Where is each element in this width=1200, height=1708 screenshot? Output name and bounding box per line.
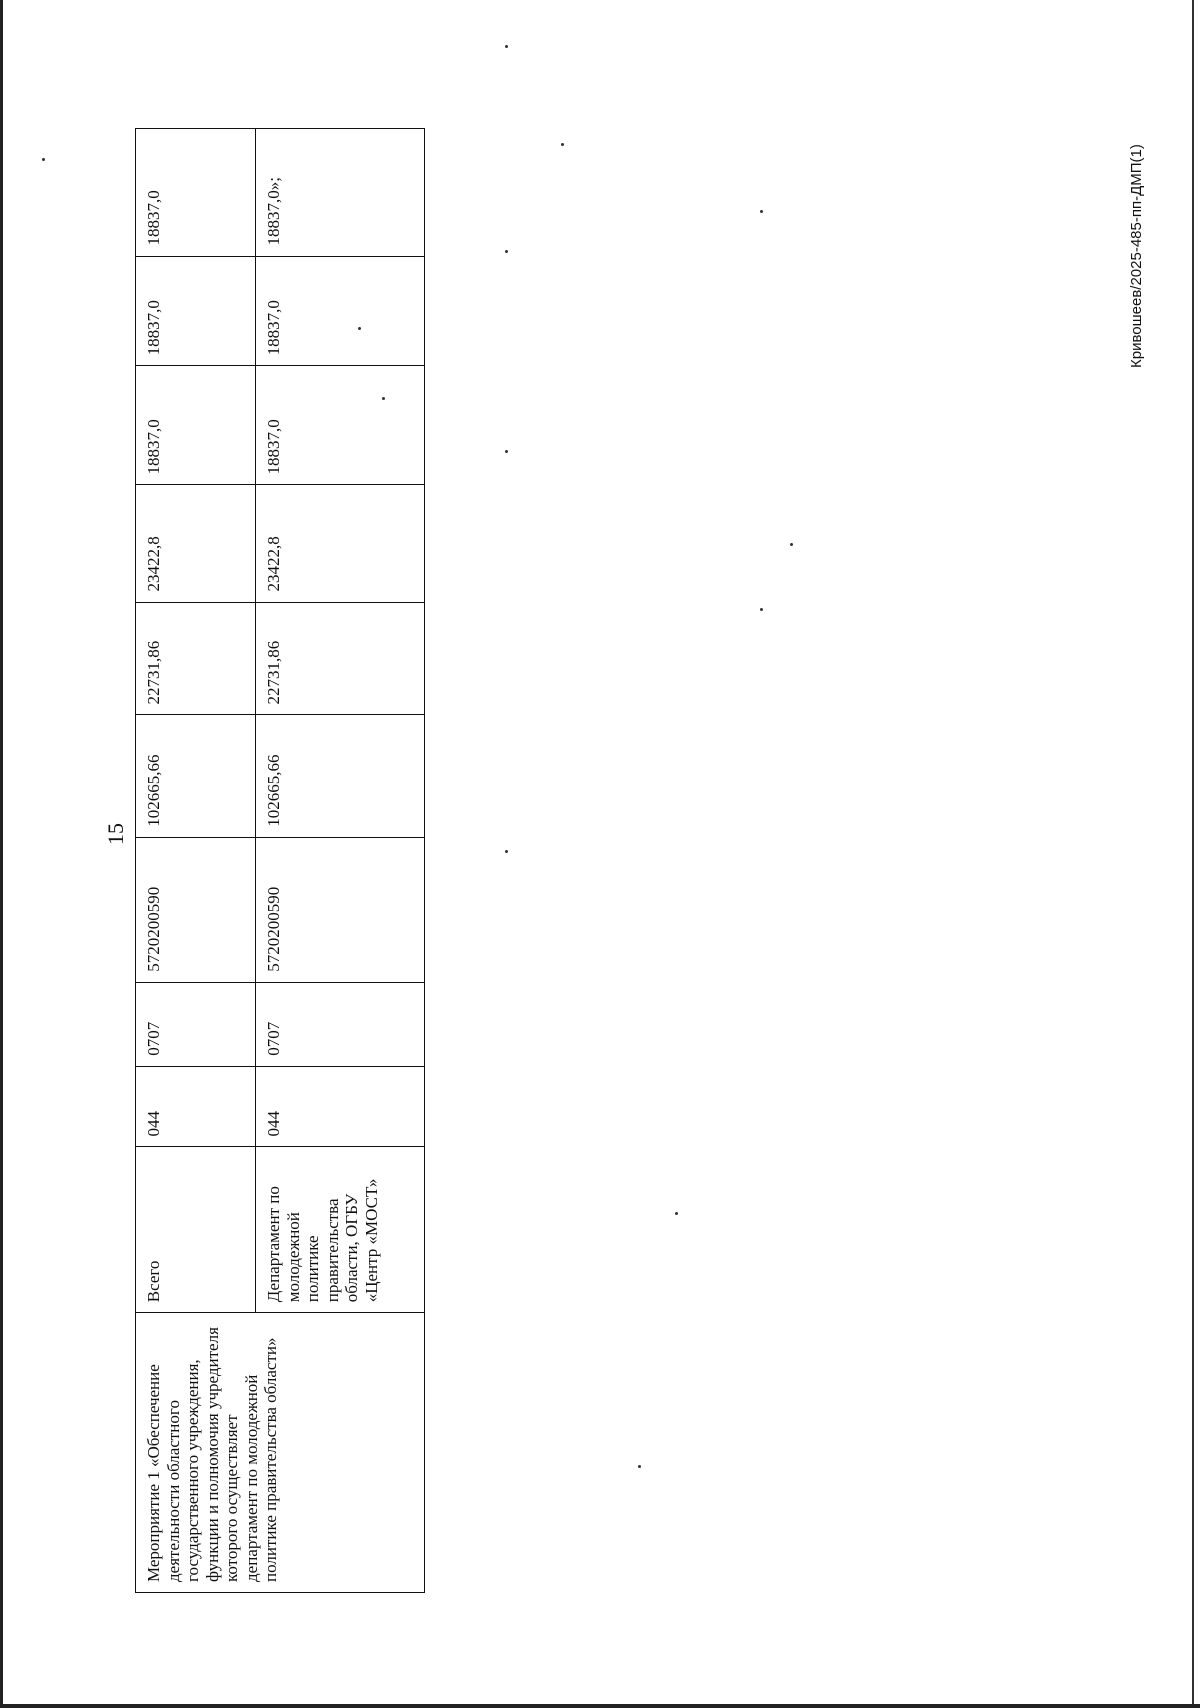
scan-speck — [505, 450, 508, 453]
scan-speck — [505, 850, 508, 853]
scan-speck — [561, 143, 564, 146]
year1-cell: 22731,86 — [136, 602, 256, 715]
year2-cell: 23422,8 — [256, 485, 425, 602]
scan-speck — [505, 45, 508, 48]
document-code: Кривошеев/2025-485-пп-ДМП(1) — [1128, 144, 1145, 368]
year4-cell: 18837,0 — [256, 256, 425, 366]
scan-speck — [358, 327, 361, 330]
table-row — [136, 129, 256, 1593]
year5-cell: 18837,0 — [136, 129, 256, 257]
rzpr-cell: 0707 — [256, 982, 425, 1066]
scan-speck — [505, 250, 508, 253]
event-title-cell: Мероприятие 1 «Обеспечение деятельности областного государственного учреждения, функции и полномочия учредителя которого осуществляет департамент по молодежной политике правительства области» — [136, 1313, 425, 1593]
grbs-cell: 044 — [256, 1066, 425, 1147]
scan-edge-bottom — [0, 1704, 1200, 1708]
scan-speck — [382, 397, 385, 400]
csr-cell: 5720200590 — [136, 837, 256, 982]
scan-speck — [760, 608, 763, 611]
page-number: 15 — [103, 823, 128, 845]
financing-table-container — [135, 128, 424, 1593]
scan-edge-right — [1192, 0, 1194, 1708]
executor-cell: Департамент по молодежной политике правительства области, ОГБУ «Центр «МОСТ» — [256, 1147, 425, 1313]
year3-cell: 18837,0 — [256, 366, 425, 485]
year3-cell: 18837,0 — [136, 366, 256, 485]
scan-edge-left — [0, 0, 3, 1708]
csr-cell: 5720200590 — [256, 837, 425, 982]
total-cell: 102665,66 — [136, 715, 256, 837]
scan-speck — [638, 1465, 641, 1468]
year4-cell: 18837,0 — [136, 256, 256, 366]
scan-speck — [675, 1212, 678, 1215]
year1-cell: 22731,86 — [256, 602, 425, 715]
executor-cell: Всего — [136, 1147, 256, 1313]
scan-speck — [790, 543, 793, 546]
total-cell: 102665,66 — [256, 715, 425, 837]
scan-speck — [42, 158, 45, 161]
year2-cell: 23422,8 — [136, 485, 256, 602]
scan-speck — [760, 210, 763, 213]
financing-table — [135, 128, 425, 1593]
rzpr-cell: 0707 — [136, 982, 256, 1066]
grbs-cell: 044 — [136, 1066, 256, 1147]
year5-cell: 18837,0»; — [256, 129, 425, 257]
